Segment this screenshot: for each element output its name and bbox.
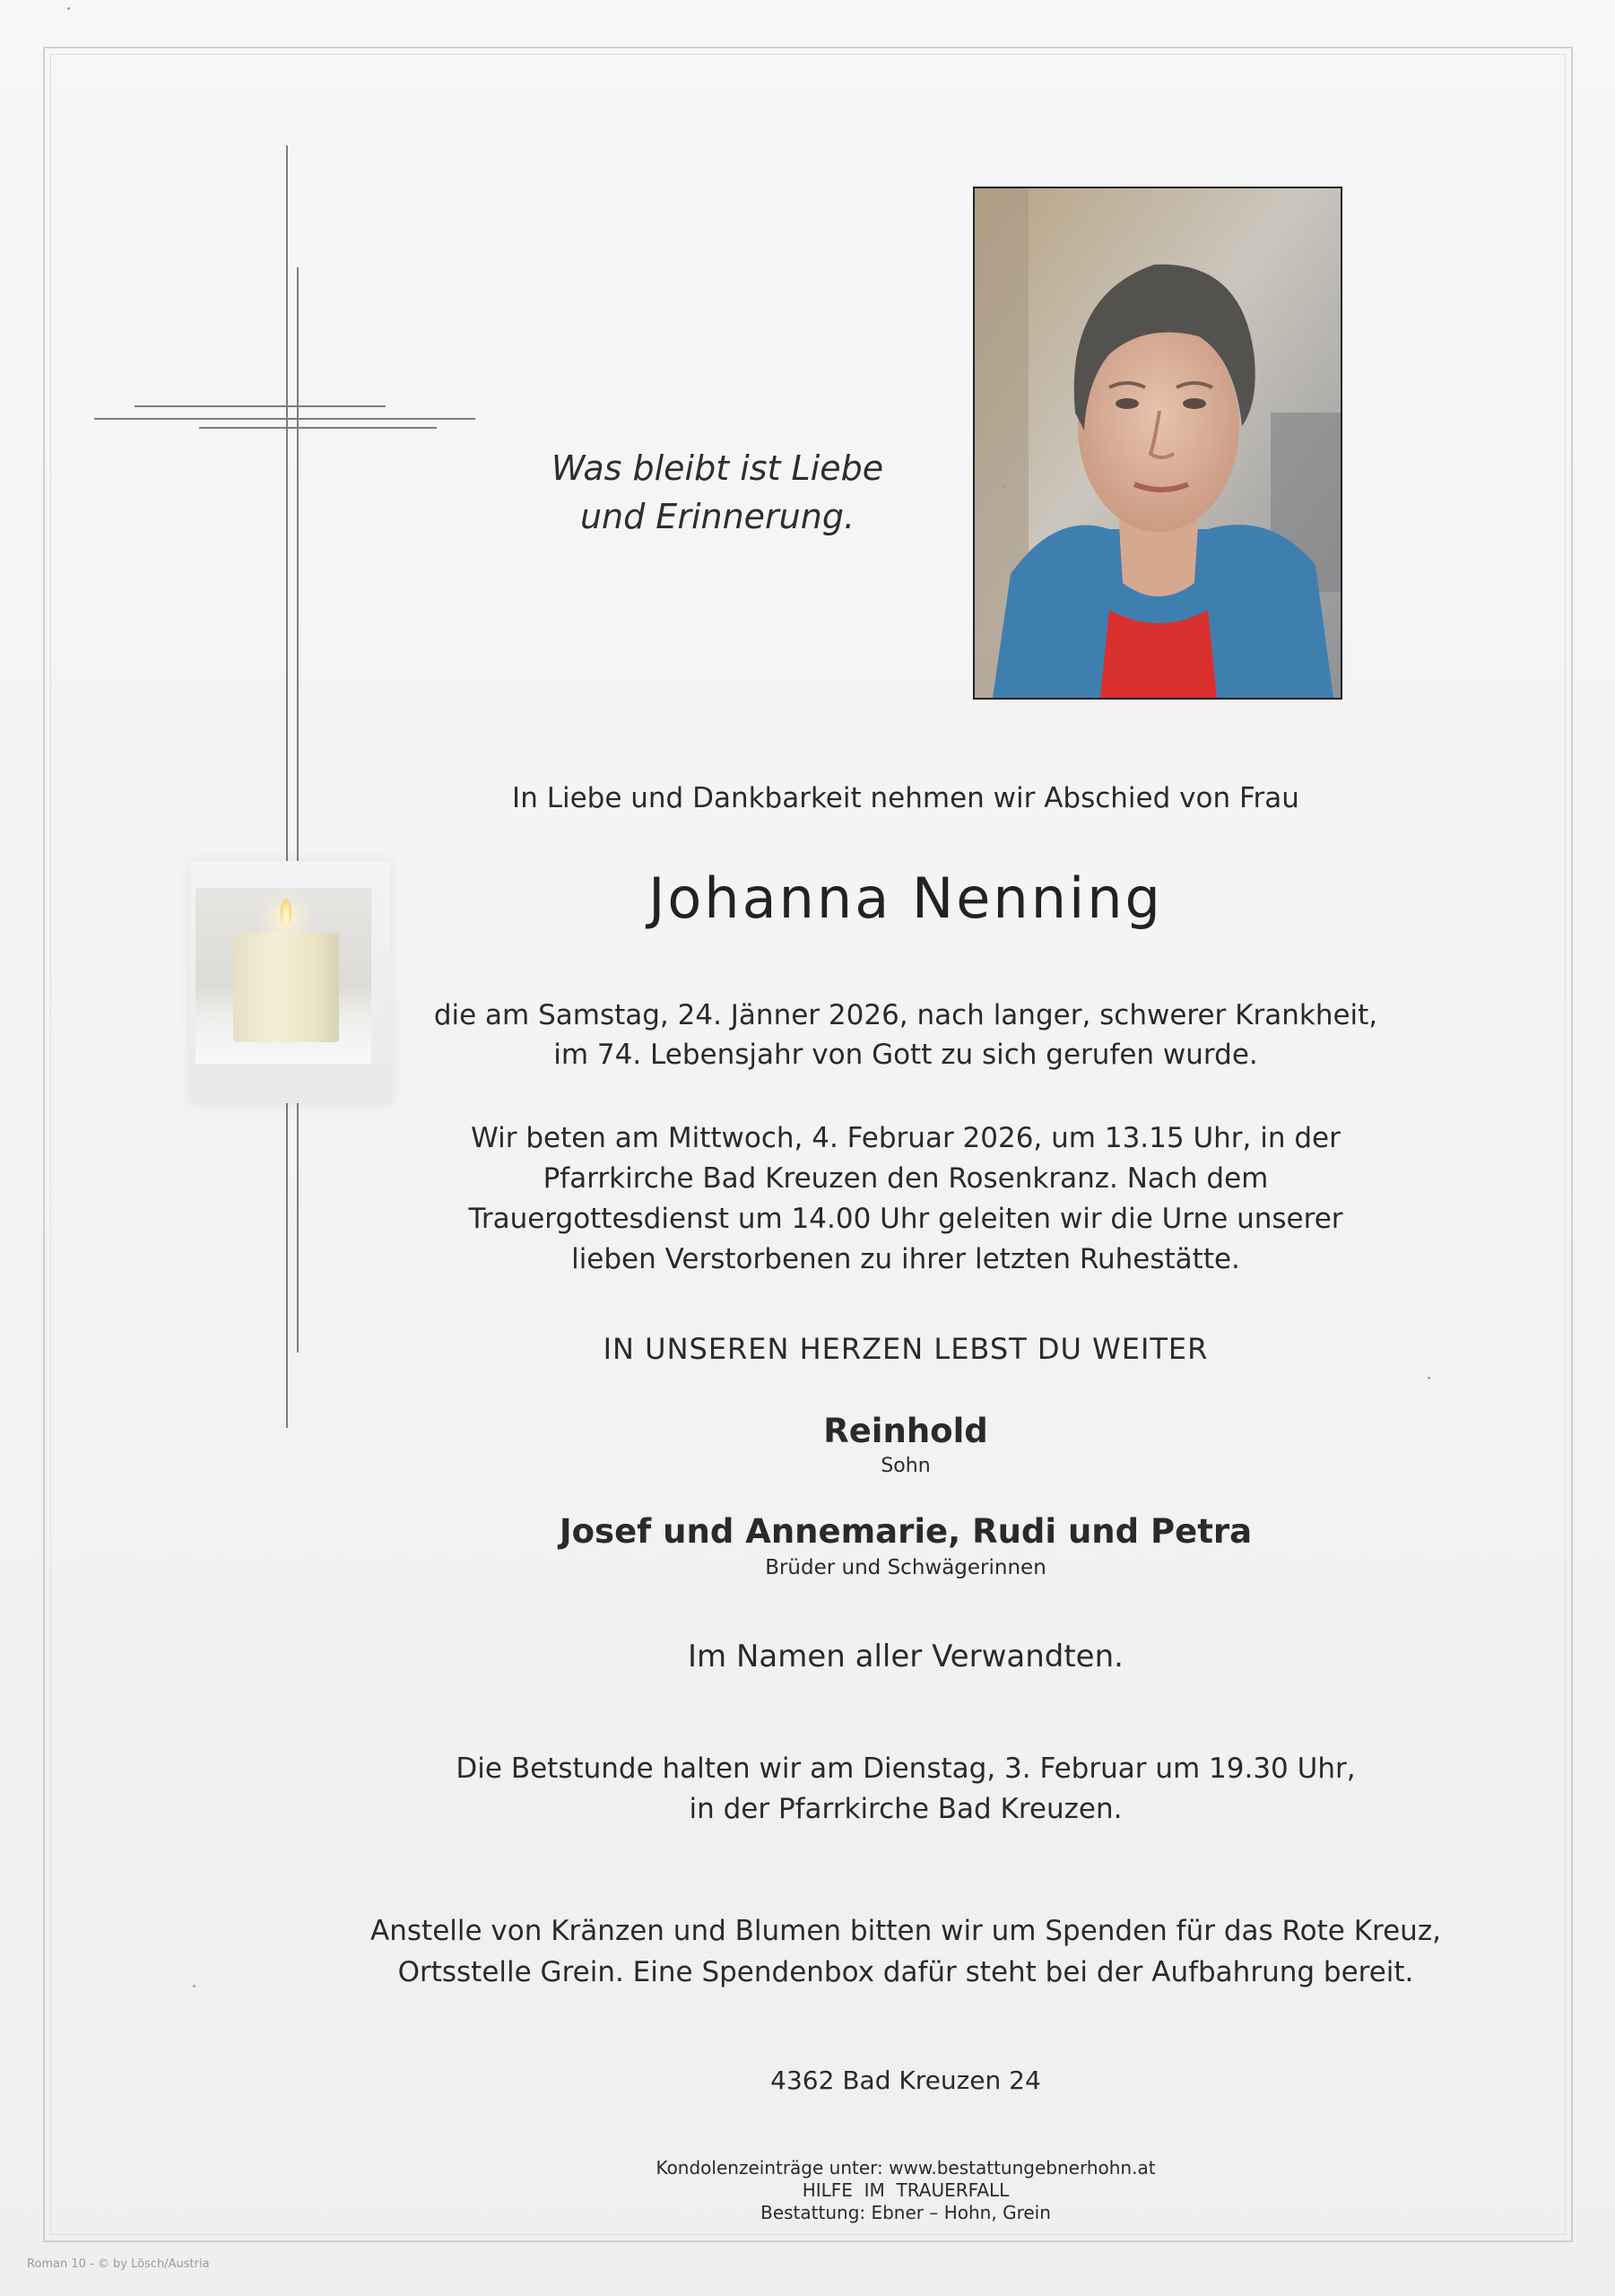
- condolence-link-text: Kondolenzeinträge unter: www.bestattungebnerhohn.at: [656, 2157, 1156, 2179]
- scan-speck: [193, 1985, 195, 1987]
- death-notice-line: im 74. Lebensjahr von Gott zu sich gerufen wurde.: [553, 1039, 1258, 1071]
- address: 4362 Bad Kreuzen 24: [770, 2066, 1041, 2095]
- relative-role: Sohn: [881, 1455, 931, 1477]
- service-line: Trauergottesdienst um 14.00 Uhr geleiten wir die Urne unserer: [468, 1203, 1343, 1235]
- service-line: Pfarrkirche Bad Kreuzen den Rosenkranz. Nach dem: [543, 1162, 1269, 1195]
- heart-line: IN UNSEREN HERZEN LEBST DU WEITER: [603, 1332, 1209, 1366]
- death-notice: [412, 996, 1399, 1074]
- candle-flame: [281, 899, 291, 926]
- donation-line: Ortsstelle Grein. Eine Spendenbox dafür steht bei der Aufbahrung bereit.: [397, 1956, 1414, 1988]
- candle-photo: [195, 888, 371, 1064]
- cross-vertical-line: [286, 145, 288, 1428]
- prayer-hour-text: [412, 1749, 1399, 1830]
- template-credit: Roman 10 - © by Lösch/Austria: [27, 2257, 210, 2271]
- footer-tagline: HILFE IM TRAUERFALL: [802, 2179, 1010, 2201]
- cross-horizontal-line-main: [94, 418, 475, 420]
- service-line: lieben Verstorbenen zu ihrer letzten Ruhestätte.: [571, 1243, 1240, 1275]
- scan-speck: [1428, 1377, 1430, 1379]
- service-line: Wir beten am Mittwoch, 4. Februar 2026, um 13.15 Uhr, in der: [471, 1122, 1341, 1154]
- candle-icon: [190, 861, 391, 1103]
- intro-text: In Liebe und Dankbarkeit nehmen wir Abschied von Frau: [512, 782, 1299, 814]
- relative-role: Brüder und Schwägerinnen: [765, 1556, 1046, 1579]
- candle-body: [233, 933, 339, 1042]
- prayer-hour-line: Die Betstunde halten wir am Dienstag, 3. Februar um 19.30 Uhr,: [456, 1752, 1356, 1785]
- portrait-photo: [973, 187, 1342, 700]
- service-text: [412, 1118, 1399, 1280]
- motto: [502, 444, 933, 541]
- deceased-name: Johanna Nenning: [648, 865, 1163, 931]
- cross-vertical-line-inner: [297, 267, 299, 1352]
- prayer-hour-line: in der Pfarrkirche Bad Kreuzen.: [689, 1793, 1123, 1825]
- cross-horizontal-line: [135, 405, 386, 407]
- portrait-illustration: [975, 188, 1341, 698]
- scan-speck: [67, 7, 70, 10]
- scan-speck: [1003, 486, 1005, 489]
- donation-line: Anstelle von Kränzen und Blumen bitten wir um Spenden für das Rote Kreuz,: [370, 1915, 1441, 1947]
- donation-text: [323, 1910, 1489, 1993]
- relative-name: Josef und Annemarie, Rudi und Petra: [559, 1512, 1253, 1551]
- cross-horizontal-line-lower: [199, 427, 437, 429]
- motto-line: Was bleibt ist Liebe: [551, 448, 884, 488]
- family-line: Im Namen aller Verwandten.: [688, 1639, 1124, 1674]
- death-notice-line: die am Samstag, 24. Jänner 2026, nach langer, schwerer Krankheit,: [433, 999, 1378, 1031]
- funeral-home-footer: [592, 2157, 1220, 2224]
- funeral-home-name: Bestattung: Ebner – Hohn, Grein: [760, 2202, 1051, 2223]
- relative-name: Reinhold: [823, 1412, 988, 1450]
- motto-line: und Erinnerung.: [579, 497, 855, 536]
